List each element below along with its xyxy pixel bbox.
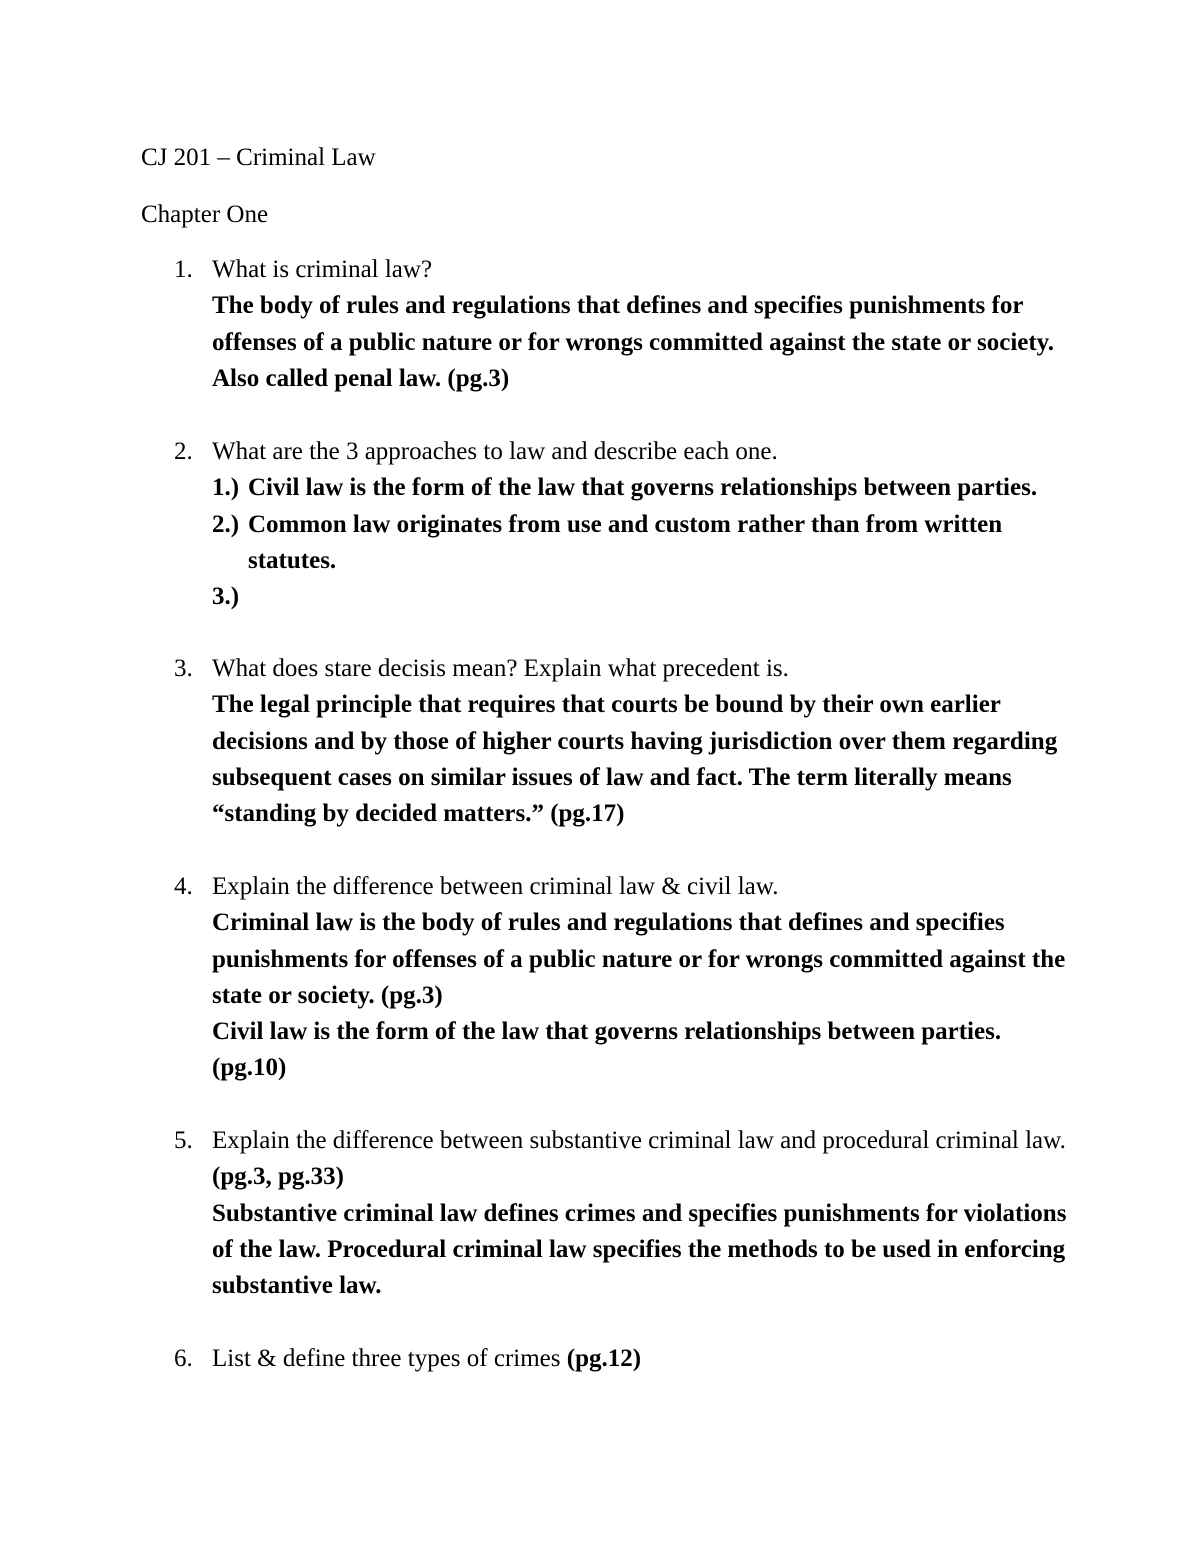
answer-text-criminal: Criminal law is the body of rules and regulations that defines and specifies punishments for offenses of a public nature or for wrongs committed against the state or society. (pg.3) [212,909,1066,1009]
question-number: 3. [174,655,193,682]
course-title: CJ 201 – Criminal Law [141,144,376,171]
question-page-ref: (pg.3, pg.33) [212,1163,344,1191]
sub-answer-text: Common law originates from use and custom rather than from written statutes. [248,510,1003,574]
sub-answer-1 [212,470,1074,506]
answer-text: Substantive criminal law defines crimes and specifies punishments for violations of the law. Procedural criminal law specifies the methods to be used in enforcing substantive law. [212,1199,1067,1300]
sub-answer-number: 1.) [212,474,240,502]
question-number: 2. [174,438,193,465]
question-2 [174,434,1074,615]
question-number: 5. [174,1127,193,1154]
question-text: What are the 3 approaches to law and describe each one. [212,438,778,465]
sub-answer-3 [212,579,1074,615]
question-text-main: List & define three types of crimes [212,1345,561,1372]
question-4 [174,869,1074,1087]
sub-answer-text: Civil law is the form of the law that governs relationships between parties. [248,474,1038,502]
question-1 [174,252,1074,397]
question-number: 6. [174,1345,193,1372]
sub-answer-number: 3.) [212,583,240,611]
question-3 [174,651,1074,832]
question-page-ref: (pg.12) [566,1345,642,1372]
question-text: What is criminal law? [212,256,433,283]
question-text: Explain the difference between criminal law & civil law. [212,873,779,900]
answer-text: The legal principle that requires that courts be bound by their own earlier decisions and by those of higher courts having jurisdiction over them regarding subsequent cases on similar issues of law and fact. The term literally means “standing by decided matters.” (pg.17) [212,691,1058,828]
question-text-main: Explain the difference between substantive criminal law and procedural criminal law. [212,1127,1066,1154]
question-text [212,1123,1074,1196]
question-text [212,1341,1074,1377]
question-5 [174,1123,1074,1304]
answer-text: The body of rules and regulations that defines and specifies punishments for offenses of a public nature or for wrongs committed against the state or society. Also called penal law. (pg.3) [212,292,1055,392]
answer-text-civil: Civil law is the form of the law that governs relationships between parties. (pg.10) [212,1018,1002,1082]
question-text: What does stare decisis mean? Explain what precedent is. [212,655,789,682]
question-number: 4. [174,873,193,900]
chapter-title: Chapter One [141,201,269,228]
question-6 [174,1341,1074,1377]
question-number: 1. [174,256,193,283]
sub-answer-number: 2.) [212,510,240,538]
sub-answer-2 [212,507,1074,580]
